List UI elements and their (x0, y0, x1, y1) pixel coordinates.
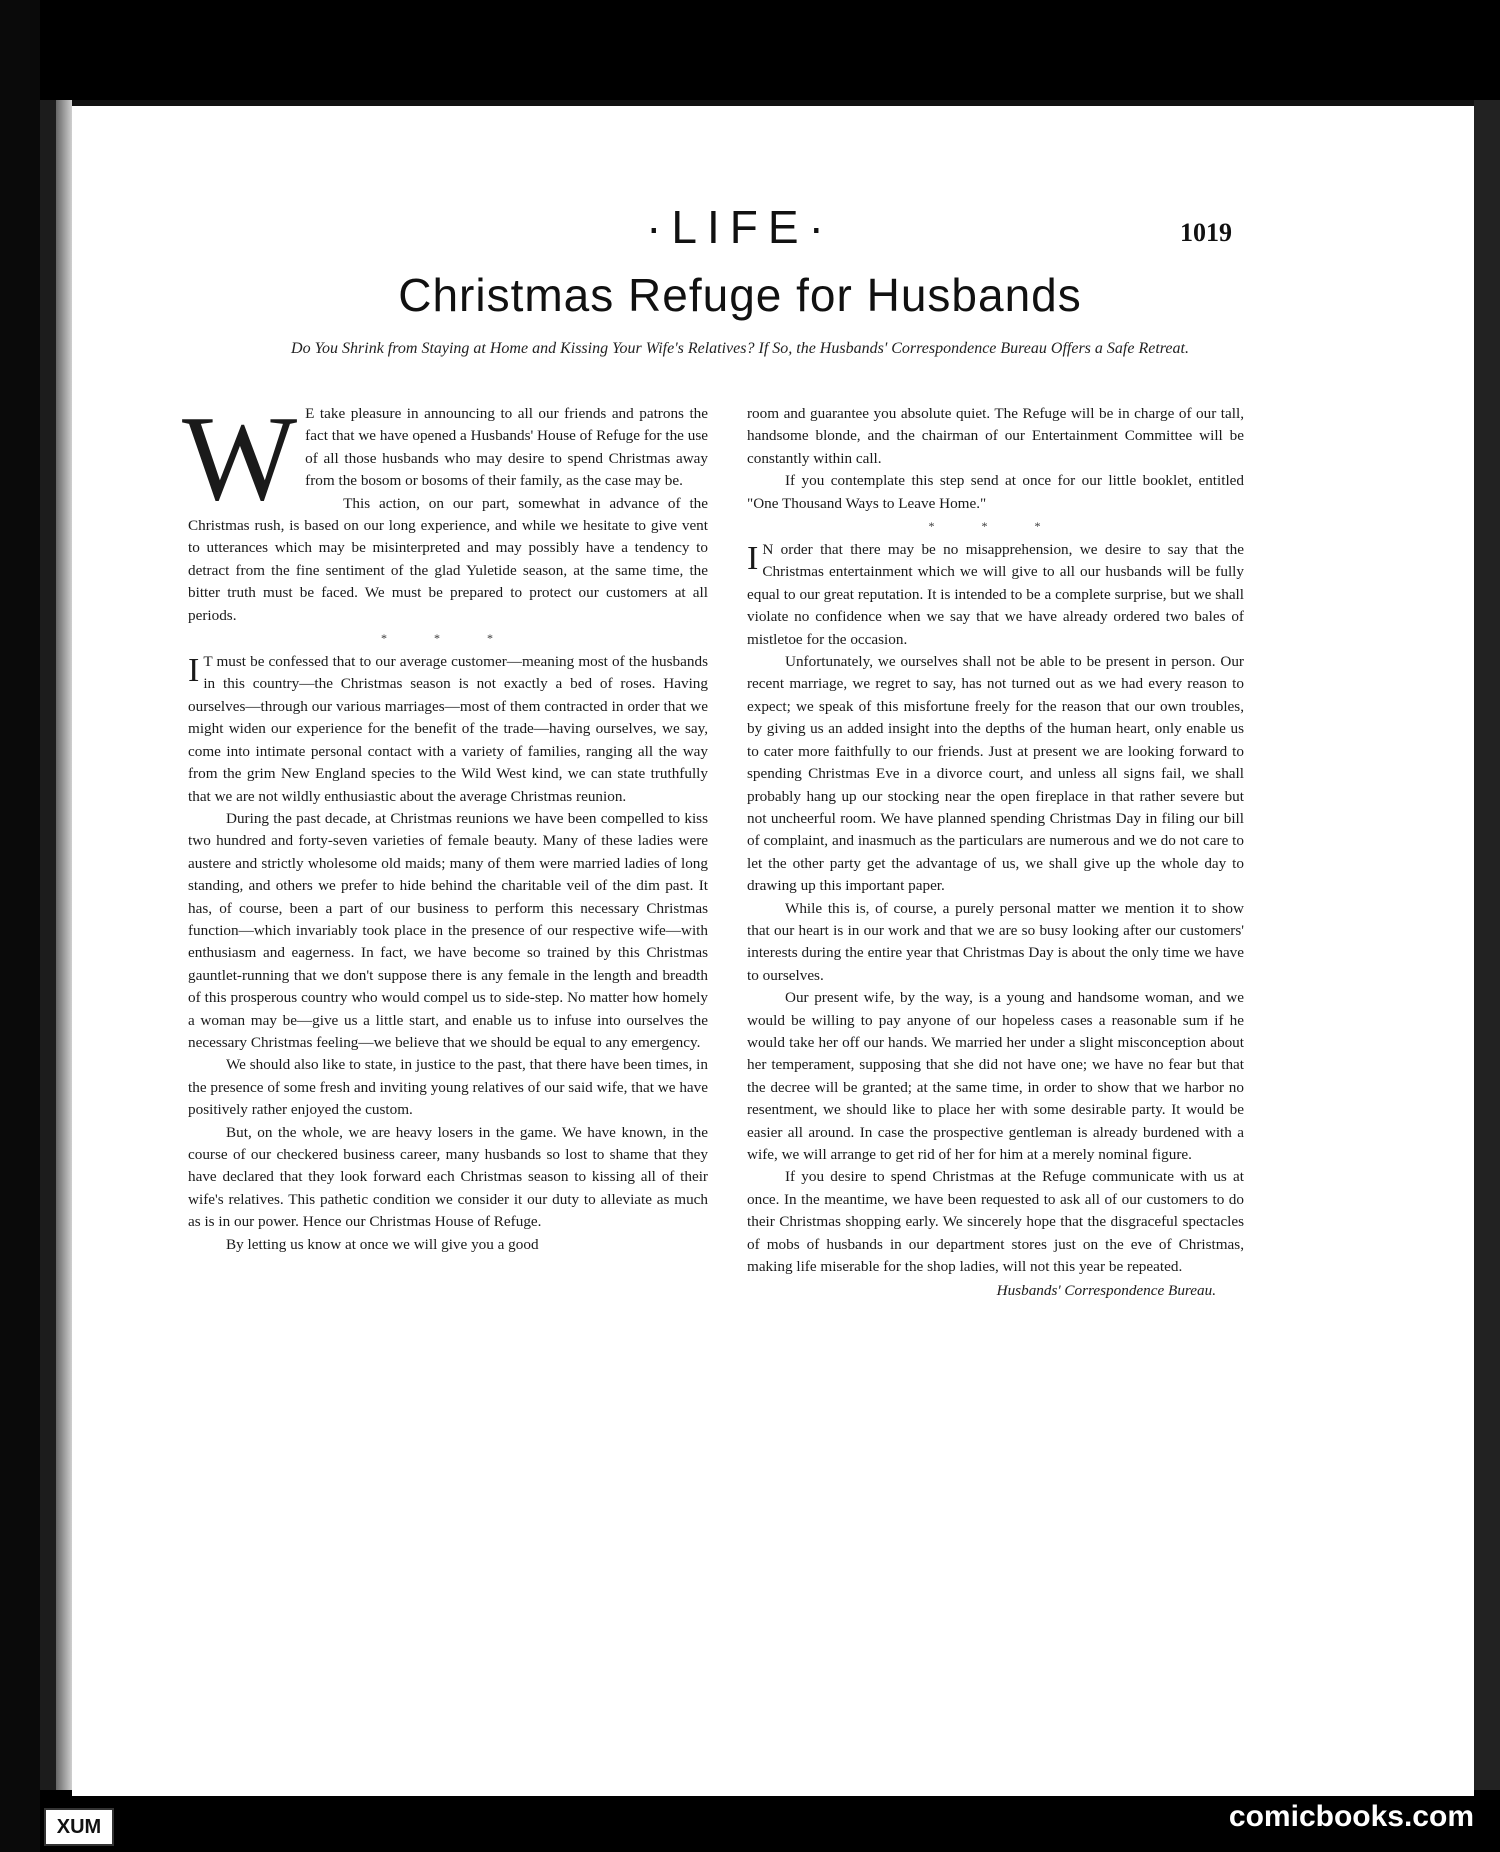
paragraph: If you desire to spend Christmas at the Refuge communicate with us at once. In the meantime, we have been requested to ask all of our customers to do their Christmas shopping early. We sincerely hope that the disgraceful spectacles of mobs of husbands in our department stores just on the eve of Christmas, making life miserable for the shop ladies, will not this year be repeated. (747, 1168, 1244, 1276)
section-divider-stars: * * * (928, 519, 1063, 534)
paragraph: During the past decade, at Christmas reunions we have been compelled to kiss two hundred and forty-seven varieties of female beauty. Many of these ladies were austere and strictly wholesome old maids; many of them were married ladies of long standing, and others we prefer to hide behind the charitable veil of the dim past. It has, of course, been a part of our business to perform this necessary Christmas function—which invariably took place in the presence of our respective wife—with enthusiasm and eagerness. In fact, we have become so trained by this Christmas gauntlet-running that we don't suppose there is any female in the length and breadth of this prosperous country who would compel us to side-step. No matter how homely a woman may be—give us a little start, and enable us to infuse into ourselves the necessary Christmas feeling—we believe that we should be equal to any emergency. (188, 809, 708, 1051)
scan-badge: XUM (44, 1808, 114, 1846)
paragraph-text: N order that there may be no misapprehension, we desire to say that the Christmas entertainment which we will give to all our husbands will be fully equal to our great reputation. It is intended to be a complete surprise, but we shall violate no confidence when we say that we have already ordered two bales of mistletoe for the occasion. (747, 541, 1244, 648)
paragraph: Unfortunately, we ourselves shall not be able to be present in person. Our recent marriage, we regret to say, has not turned out as we had every reason to expect; we speak of this misfortune freely for the reason that our own troubles, by giving us an added insight into the depths of the human heart, only enable us to cater more faithfully to our friends. Just at present we are looking forward to spending Christmas Eve in a divorce court, and unless all signs fail, we shall probably hang up our stocking near the open fireplace in that rather severe but not uncheerful room. We have planned spending Christmas Day in filing our bill of complaint, and inasmuch as the particulars are numerous and we do not care to let the other party get the advantage of us, we shall give up the whole day to drawing up this important paper. (747, 653, 1244, 895)
section-divider-stars: * * * (381, 631, 515, 646)
column-right (747, 403, 1244, 1303)
paragraph (747, 539, 1244, 651)
page-number: 1019 (1180, 218, 1232, 247)
magazine-title: ·LIFE· (646, 201, 834, 253)
paragraph-text: T must be confessed that to our average customer—meaning most of the husbands in this country—the Christmas season is not exactly a bed of roses. Having ourselves—through our various marriages—most of them contracted in order that we might widen our experience for the benefit of the trade—having ourselves, we say, come into intimate personal contact with a variety of families, ranging all the way from the grim New England species to the Wild West kind, we can state truthfully that we are not wildly enthusiastic about the average Christmas reunion. (188, 653, 708, 805)
paragraph: We should also like to state, in justice to the past, that there have been times, in the presence of some fresh and inviting young relatives of our said wife, that we have positively rather enjoyed the custom. (188, 1056, 708, 1119)
paragraph: By letting us know at once we will give you a good (226, 1235, 539, 1253)
site-watermark: comicbooks.com (1228, 1800, 1474, 1833)
article-subhead: Do You Shrink from Staying at Home and Kissing Your Wife's Relatives? If So, the Husbands' Correspondence Bureau Offers a Safe Retreat. (291, 340, 1189, 357)
article-signature: Husbands' Correspondence Bureau. (996, 1282, 1216, 1300)
paragraph: room and guarantee you absolute quiet. The Refuge will be in charge of our tall, handsome blonde, and the chairman of our Entertainment Committee will be constantly within call. (747, 405, 1244, 467)
paragraph (188, 651, 708, 808)
scan-right-edge (1474, 100, 1500, 1790)
paragraph: Our present wife, by the way, is a young and handsome woman, and we would be willing to pay anyone of our hopeless cases a reasonable sum if he would take her off our hands. We married her under a slight misconception about her temperament, supposing that she did not have one; we have no fear but that the decree will be granted; at the same time, in order to show that we harbor no resentment, we should like to place her with some desirable party. It would be easier all around. In case the prospective gentleman is already burdened with a wife, we will arrange to get rid of her for him at a merely nominal figure. (747, 989, 1244, 1163)
paragraph: While this is, of course, a purely personal matter we mention it to show that our heart is in our work and that we are so busy looking after our customers' interests during the entire year that Christmas Day is about the only time we have to ourselves. (747, 899, 1244, 984)
paragraph-text: E take pleasure in announcing to all our friends and patrons the fact that we have opened a Husbands' House of Refuge for the use of all those husbands who may desire to spend Christmas away from the bosom or bosoms of their family, as the case may be. (305, 405, 708, 490)
article-headline: Christmas Refuge for Husbands (398, 269, 1082, 321)
paragraph: If you contemplate this step send at once for our little booklet, entitled "One Thousand Ways to Leave Home." (747, 472, 1244, 512)
column-left (182, 391, 708, 1256)
initial-cap: I (188, 652, 200, 690)
paragraph: This action, on our part, somewhat in advance of the Christmas rush, is based on our long experience, and while we hesitate to give vent to utterances which may be misinterpreted and may possibly have a tendency to detract from the fine sentiment of the glad Yuletide season, at the same time, the bitter truth must be faced. We must be prepared to protect our customers at all periods. (188, 494, 708, 624)
paragraph: But, on the whole, we are heavy losers in the game. We have known, in the course of our checkered business career, many husbands so lost to shame that they have declared that they look forward each Christmas season to kissing all of their wife's relatives. This pathetic condition we consider it our duty to alleviate as much as is in our power. Hence our Christmas House of Refuge. (188, 1123, 708, 1231)
drop-cap: W (182, 391, 298, 526)
paragraph (182, 391, 708, 526)
scan-left-strip (0, 0, 40, 1852)
initial-cap: I (747, 540, 759, 578)
